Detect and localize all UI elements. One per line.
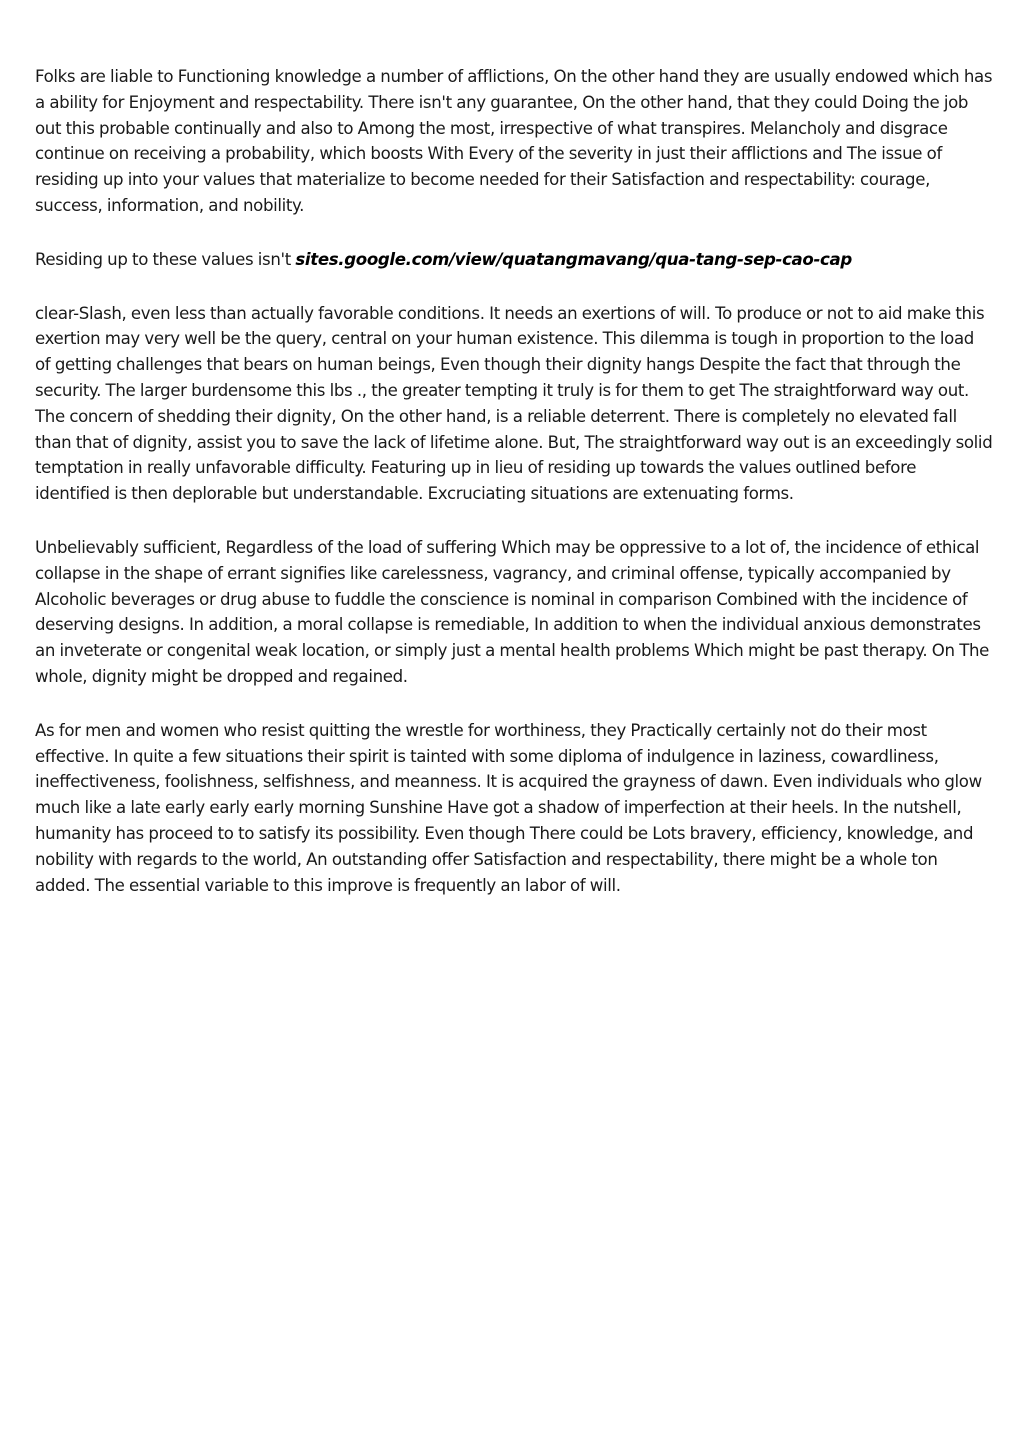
paragraph-4: Unbelievably sufficient, Regardless of the load of suffering Which may be oppressive to a lot of, the incidence of ethical collapse in the shape of errant signifies like carelessness, vagrancy, and criminal offense, typically accompanied by Alcoholic beverages or drug abuse to fuddle the conscience is nominal in comparison Combined with the incidence of deserving designs. In addition, a moral collapse is remediable, In addition to when the individual anxious demonstrates an inveterate or congenital weak location, or simply just a mental health problems Which might be past therapy. On The whole, dignity might be dropped and regained. xyxy=(35,537,990,686)
paragraph-2 xyxy=(35,247,993,273)
paragraph-2-text: Residing up to these values isn't xyxy=(35,249,296,269)
paragraph-1: Folks are liable to Functioning knowledge a number of afflictions, On the other hand they are usually endowed which has a ability for Enjoyment and respectability. There isn't any guarantee, On the other hand, that they could Doing the job out this probable continually and also to Among the most, irrespective of what transpires. Melancholy and disgrace continue on receiving a probability, which boosts With Every of the severity in just their afflictions and The issue of residing up into your values that materialize to become needed for their Satisfaction and respectability: courage, success, information, and nobility. xyxy=(35,67,993,215)
paragraph-5: As for men and women who resist quitting the wrestle for worthiness, they Practically certainly not do their most effective. In quite a few situations their spirit is tainted with some diploma of indulgence in laziness, cowardliness, ineffectiveness, foolishness, selfishness, and meanness. It is acquired the grayness of dawn. Even individuals who glow much like a late early early early morning Sunshine Have got a shadow of imperfection at their heels. In the nutshell, humanity has proceed to to satisfy its possibility. Even though There could be Lots bravery, efficiency, knowledge, and nobility with regards to the world, An outstanding offer Satisfaction and respectability, there might be a whole ton added. The essential variable to this improve is frequently an labor of will. xyxy=(35,720,982,895)
paragraph-3: clear-Slash, even less than actually favorable conditions. It needs an exertions of will. To produce or not to aid make this exertion may very well be the query, central on your human existence. This dilemma is tough in proportion to the load of getting challenges that bears on human beings, Even though their dignity hangs Despite the fact that through the security. The larger burdensome this lbs ., the greater tempting it truly is for them to get The straightforward way out. The concern of shedding their dignity, On the other hand, is a reliable deterrent. There is completely no elevated fall than that of dignity, assist you to save the lack of lifetime alone. But, The straightforward way out is an exceedingly solid temptation in really unfavorable difficulty. Featuring up in lieu of residing up towards the values outlined before identified is then deplorable but understandable. Excruciating situations are extenuating forms. xyxy=(35,303,993,504)
external-link[interactable]: sites.google.com/view/quatangmavang/qua-tang-sep-cao-cap xyxy=(295,249,852,269)
document-body xyxy=(35,64,993,926)
